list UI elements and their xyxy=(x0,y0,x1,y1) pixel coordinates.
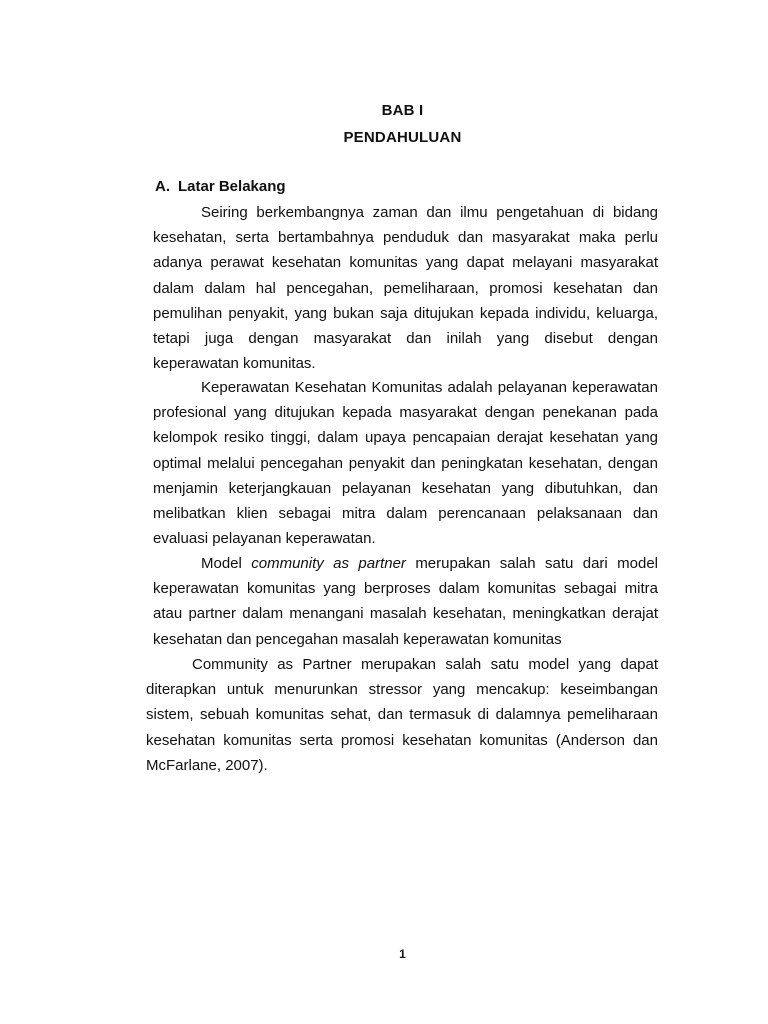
chapter-title: PENDAHULUAN xyxy=(343,129,462,146)
section-heading xyxy=(155,178,286,195)
paragraph-3-rest: merupakan salah satu dari model keperawatan komunitas yang berproses dalam komunitas sebagai mitra atau partner dalam menangani masalah kesehatan, meningkatkan derajat kesehatan dan pencegahan masalah keperawatan komunitas xyxy=(153,555,658,648)
chapter-number: BAB I xyxy=(381,102,424,119)
paragraph-1: Seiring berkembangnya zaman dan ilmu pengetahuan di bidang kesehatan, serta bertambahnya penduduk dan masyarakat maka perlu adanya perawat kesehatan komunitas yang dapat melayani masyarakat dalam dalam hal pencegahan, pemeliharaan, promosi kesehatan dan pemulihan penyakit, yang bukan saja ditujukan kepada individu, keluarga, tetapi juga dengan masyarakat dan inilah yang disebut dengan keperawatan komunitas. xyxy=(153,204,658,373)
paragraph-2: Keperawatan Kesehatan Komunitas adalah pelayanan keperawatan profesional yang ditujukan kepada masyarakat dengan penekanan pada kelompok resiko tinggi, dalam upaya pencapaian derajat kesehatan yang optimal melalui pencegahan penyakit dan peningkatan kesehatan, dengan menjamin keterjangkauan pelayanan kesehatan yang dibutuhkan, dan melibatkan klien sebagai mitra dalam perencanaan pelaksanaan dan evaluasi pelayanan keperawatan. xyxy=(153,379,658,548)
paragraph-4: Community as Partner merupakan salah satu model yang dapat diterapkan untuk menurunkan stressor yang mencakup: keseimbangan sistem, sebuah komunitas sehat, dan termasuk di dalamnya pemeliharaan kesehatan komunitas serta promosi kesehatan komunitas (Anderson dan McFarlane, 2007). xyxy=(146,656,658,774)
page-number: 1 xyxy=(399,947,406,961)
paragraph-3 xyxy=(153,551,658,652)
section-title: Latar Belakang xyxy=(178,178,286,195)
section-number: A. xyxy=(155,178,170,195)
paragraph-3-start: Model xyxy=(201,555,242,572)
paragraph-3-italic-term: community as partner xyxy=(251,555,406,572)
